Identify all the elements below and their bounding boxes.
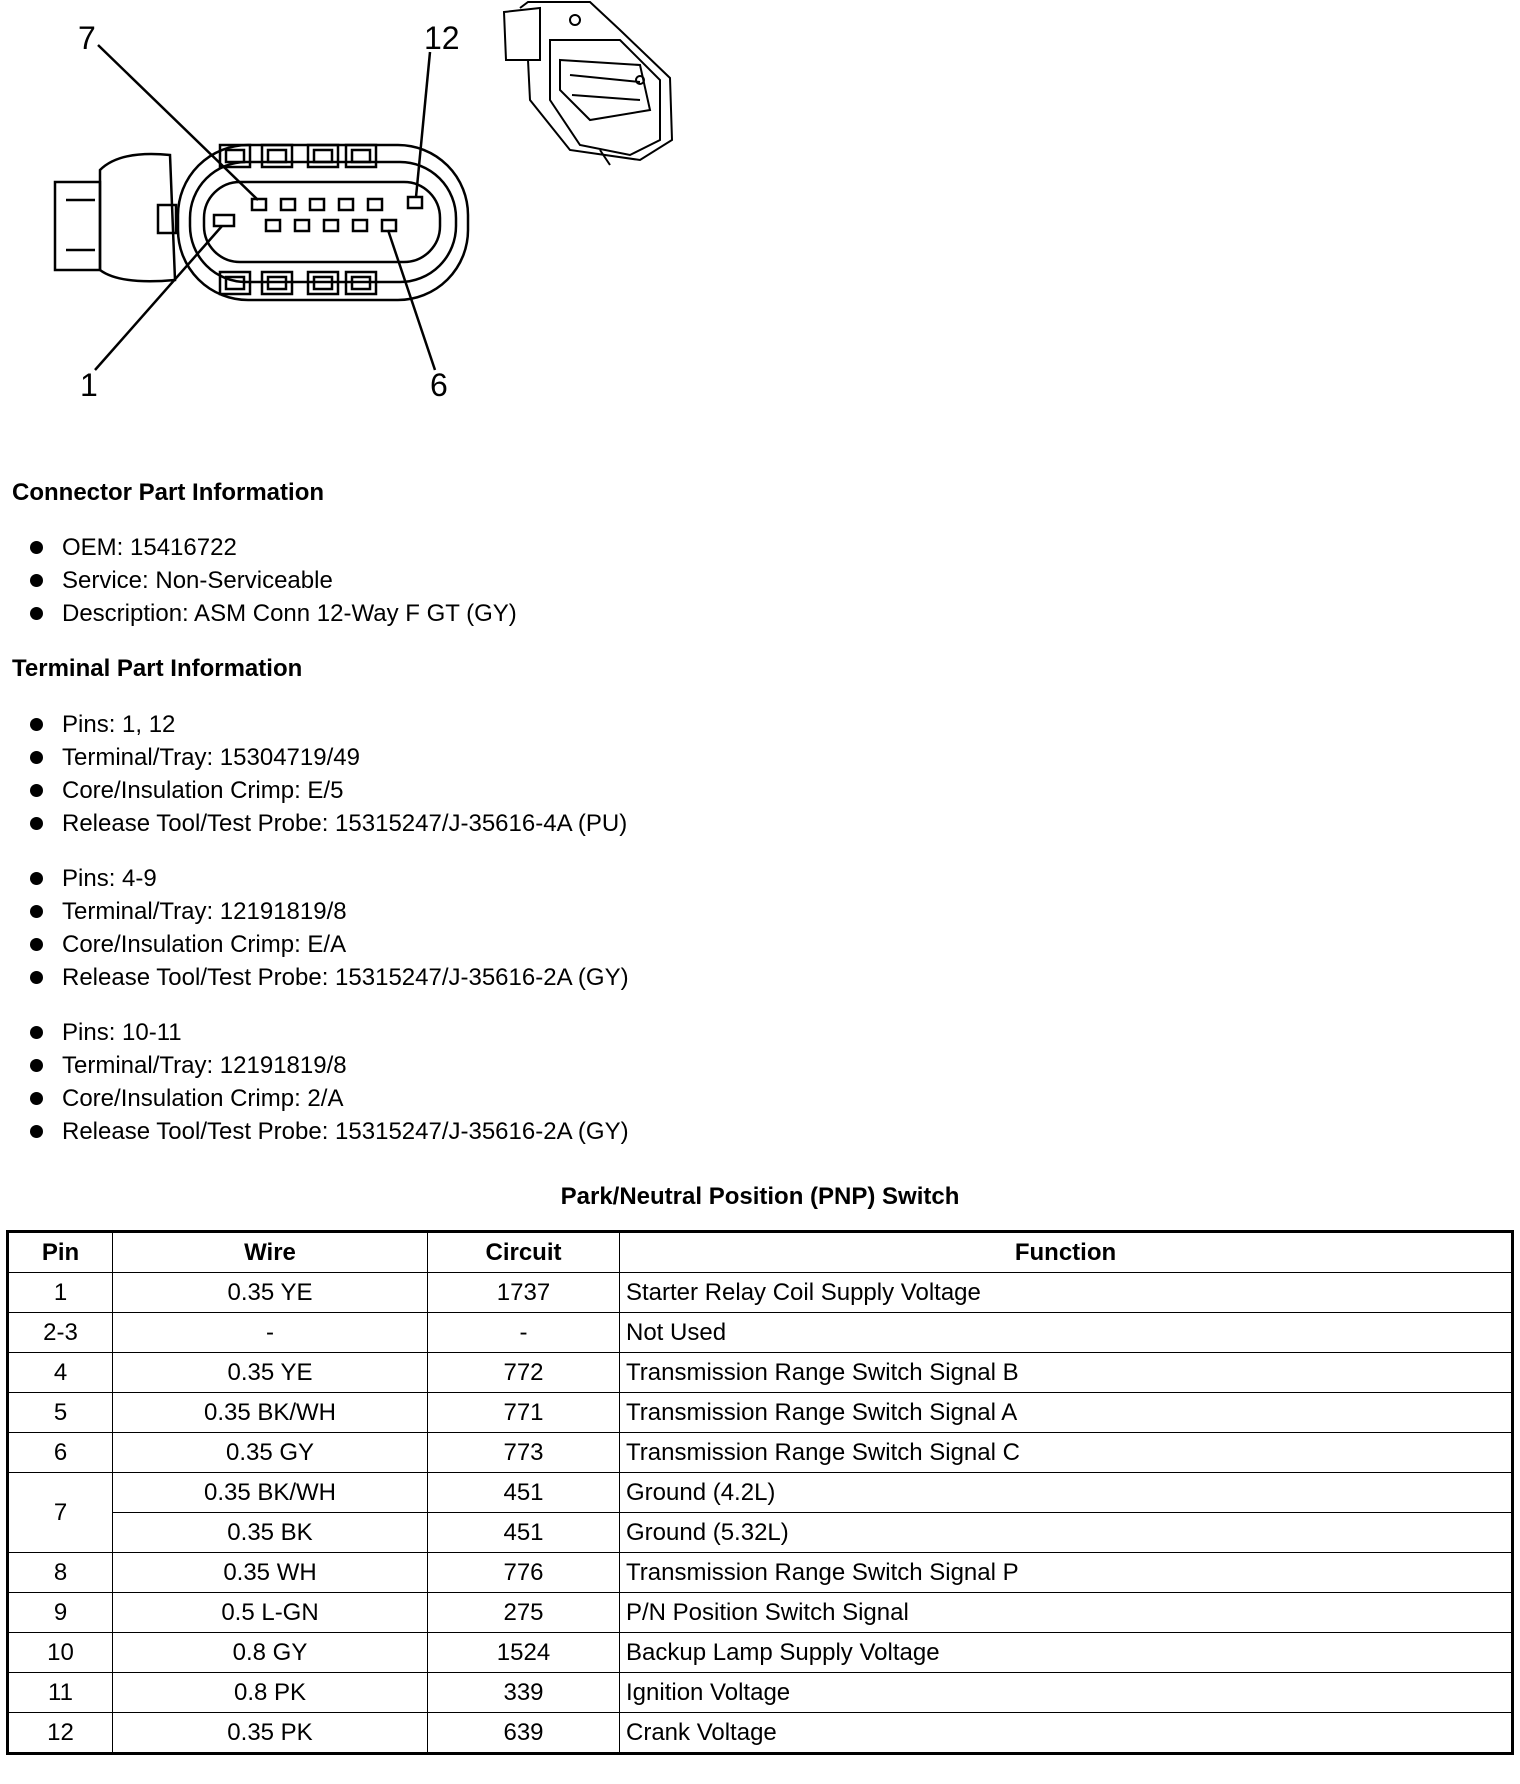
table-row	[8, 1393, 1513, 1433]
cell-circuit: 1524	[428, 1633, 620, 1673]
bullet-icon	[30, 751, 43, 764]
connector-info-list	[28, 531, 517, 630]
bullet-icon	[30, 1059, 43, 1072]
bullet-icon	[30, 574, 43, 587]
header-circuit: Circuit	[428, 1232, 620, 1273]
header-pin: Pin	[8, 1232, 113, 1273]
cell-pin: 7	[8, 1473, 113, 1553]
bullet-icon	[30, 1125, 43, 1138]
connector-latch	[55, 182, 100, 270]
callout-6: 6	[430, 367, 448, 403]
table-header-row	[8, 1232, 1513, 1273]
cell-wire: 0.8 PK	[113, 1673, 428, 1713]
list-item: Terminal/Tray: 15304719/49	[28, 741, 627, 774]
list-item: Service: Non-Serviceable	[28, 564, 517, 597]
cell-function: Ignition Voltage	[620, 1673, 1513, 1713]
cell-function: Crank Voltage	[620, 1713, 1513, 1754]
bullet-icon	[30, 784, 43, 797]
cell-circuit: 275	[428, 1593, 620, 1633]
table-row	[8, 1473, 1513, 1513]
table-row	[8, 1673, 1513, 1713]
connector-info-heading: Connector Part Information	[12, 479, 325, 506]
bullet-icon	[30, 817, 43, 830]
terminal-group-1	[28, 708, 627, 840]
list-item: Description: ASM Conn 12-Way F GT (GY)	[28, 597, 517, 630]
cell-circuit: 1737	[428, 1273, 620, 1313]
cell-function: P/N Position Switch Signal	[620, 1593, 1513, 1633]
cell-circuit: -	[428, 1313, 620, 1353]
cell-pin: 4	[8, 1353, 113, 1393]
cell-wire: -	[113, 1313, 428, 1353]
cell-function: Transmission Range Switch Signal B	[620, 1353, 1513, 1393]
bullet-icon	[30, 905, 43, 918]
cell-circuit: 776	[428, 1553, 620, 1593]
list-item: Release Tool/Test Probe: 15315247/J-35616-4A (PU)	[28, 807, 627, 840]
cell-pin: 6	[8, 1433, 113, 1473]
cell-pin: 11	[8, 1673, 113, 1713]
cell-wire: 0.35 PK	[113, 1713, 428, 1754]
pin-table	[6, 1230, 1514, 1755]
bullet-icon	[30, 1026, 43, 1039]
table-row	[8, 1513, 1513, 1553]
connector-diagram	[0, 0, 760, 420]
list-item: Core/Insulation Crimp: 2/A	[28, 1082, 629, 1115]
cell-function: Ground (4.2L)	[620, 1473, 1513, 1513]
cell-circuit: 451	[428, 1473, 620, 1513]
table-row	[8, 1553, 1513, 1593]
table-row	[8, 1313, 1513, 1353]
list-item: Core/Insulation Crimp: E/A	[28, 928, 629, 961]
cell-wire: 0.35 BK/WH	[113, 1393, 428, 1433]
cell-pin: 5	[8, 1393, 113, 1433]
list-item: OEM: 15416722	[28, 531, 517, 564]
cell-pin: 9	[8, 1593, 113, 1633]
header-function: Function	[620, 1232, 1513, 1273]
bullet-icon	[30, 872, 43, 885]
cell-wire: 0.35 YE	[113, 1353, 428, 1393]
callout-12: 12	[424, 20, 460, 56]
table-row	[8, 1593, 1513, 1633]
table-row	[8, 1273, 1513, 1313]
bullet-icon	[30, 607, 43, 620]
bullet-icon	[30, 718, 43, 731]
cell-circuit: 771	[428, 1393, 620, 1433]
cell-wire: 0.8 GY	[113, 1633, 428, 1673]
cell-function: Transmission Range Switch Signal A	[620, 1393, 1513, 1433]
header-wire: Wire	[113, 1232, 428, 1273]
bullet-icon	[30, 1092, 43, 1105]
callout-7: 7	[78, 20, 96, 56]
cell-wire: 0.35 BK/WH	[113, 1473, 428, 1513]
cell-pin: 10	[8, 1633, 113, 1673]
list-item: Pins: 10-11	[28, 1016, 629, 1049]
list-item: Release Tool/Test Probe: 15315247/J-35616-2A (GY)	[28, 1115, 629, 1148]
list-item: Pins: 4-9	[28, 862, 629, 895]
cell-circuit: 639	[428, 1713, 620, 1754]
cell-function: Transmission Range Switch Signal P	[620, 1553, 1513, 1593]
cell-wire: 0.5 L-GN	[113, 1593, 428, 1633]
cell-wire: 0.35 WH	[113, 1553, 428, 1593]
list-item: Core/Insulation Crimp: E/5	[28, 774, 627, 807]
cell-function: Starter Relay Coil Supply Voltage	[620, 1273, 1513, 1313]
cell-pin: 12	[8, 1713, 113, 1754]
cell-function: Backup Lamp Supply Voltage	[620, 1633, 1513, 1673]
terminal-info-heading: Terminal Part Information	[12, 655, 303, 682]
cell-function: Not Used	[620, 1313, 1513, 1353]
bullet-icon	[30, 541, 43, 554]
cell-wire: 0.35 BK	[113, 1513, 428, 1553]
callout-1: 1	[80, 367, 98, 403]
bullet-icon	[30, 938, 43, 951]
table-row	[8, 1633, 1513, 1673]
list-item: Pins: 1, 12	[28, 708, 627, 741]
connector-latch-housing	[100, 154, 175, 281]
cell-circuit: 773	[428, 1433, 620, 1473]
terminal-group-3	[28, 1016, 629, 1148]
list-item: Terminal/Tray: 12191819/8	[28, 895, 629, 928]
table-row	[8, 1353, 1513, 1393]
cell-circuit: 772	[428, 1353, 620, 1393]
cell-circuit: 339	[428, 1673, 620, 1713]
table-row	[8, 1713, 1513, 1754]
cell-function: Ground (5.32L)	[620, 1513, 1513, 1553]
cell-pin: 2-3	[8, 1313, 113, 1353]
cell-function: Transmission Range Switch Signal C	[620, 1433, 1513, 1473]
list-item: Release Tool/Test Probe: 15315247/J-35616-2A (GY)	[28, 961, 629, 994]
terminal-group-2	[28, 862, 629, 994]
cell-wire: 0.35 YE	[113, 1273, 428, 1313]
cell-pin: 8	[8, 1553, 113, 1593]
table-row	[8, 1433, 1513, 1473]
cell-pin: 1	[8, 1273, 113, 1313]
list-item: Terminal/Tray: 12191819/8	[28, 1049, 629, 1082]
cell-wire: 0.35 GY	[113, 1433, 428, 1473]
bullet-icon	[30, 971, 43, 984]
table-title: Park/Neutral Position (PNP) Switch	[560, 1183, 960, 1210]
cell-circuit: 451	[428, 1513, 620, 1553]
